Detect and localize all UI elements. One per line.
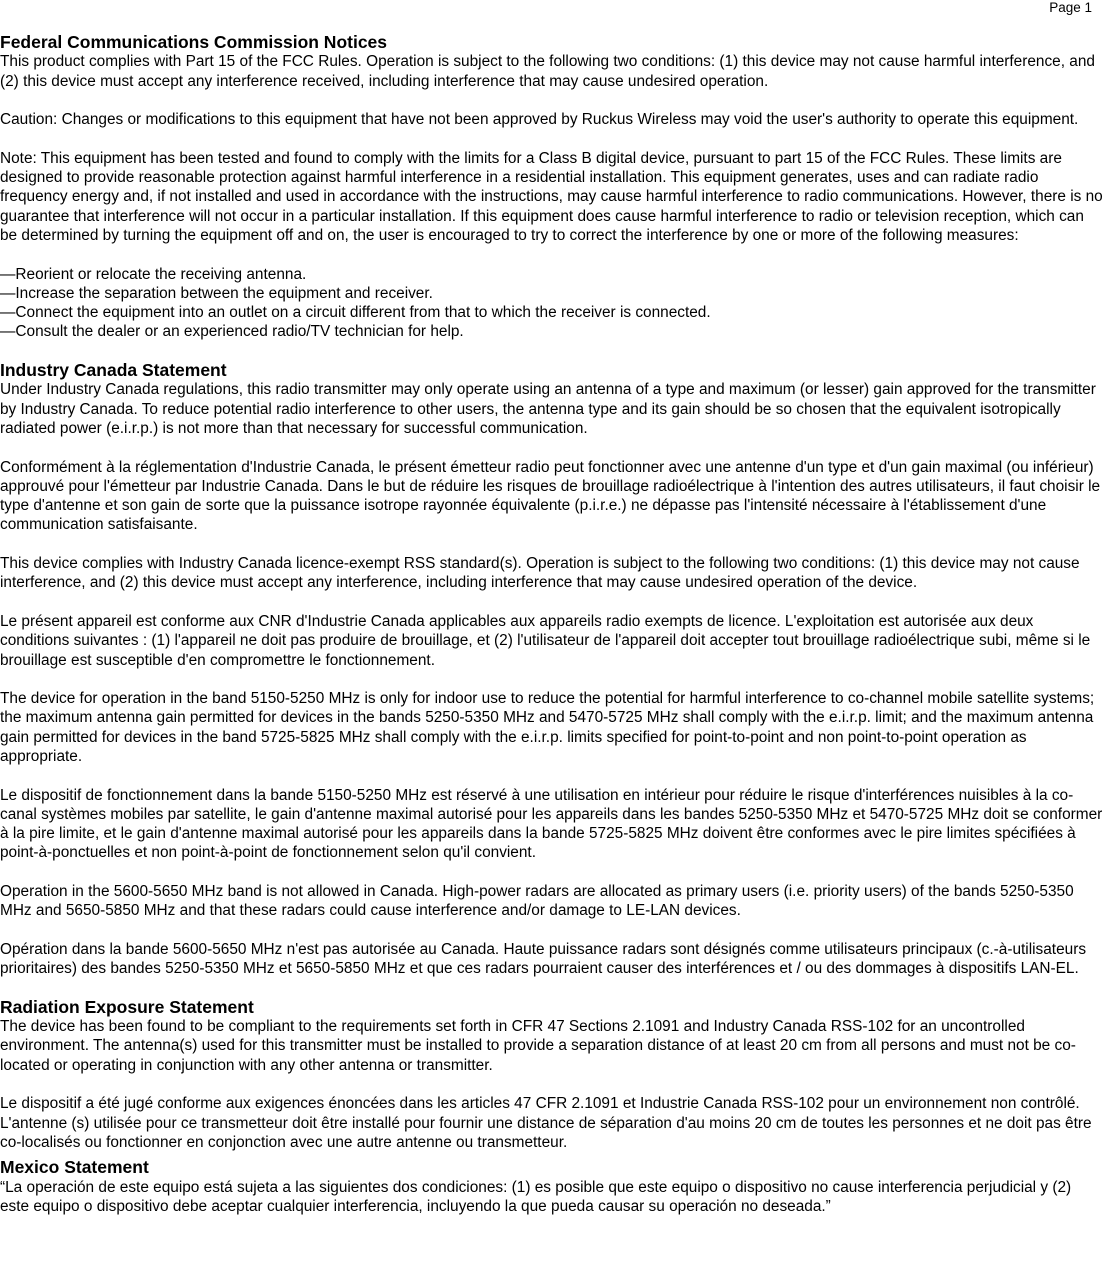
ic-paragraph-2: Conformément à la réglementation d'Industrie Canada, le présent émetteur radio peut fonctionner avec une antenne d'un type et d'un gain maximal (ou inférieur) approuvé pour l'émetteur par Industrie Canada. Dans le but de réduire les risques de brouillage radioélectrique à l'intention des autres utilisateurs, il faut choisir le type d'antenne et son gain de sorte que la puissance isotrope rayonnée équivalente (p.i.r.e.) ne dépasse pas l'intensité nécessaire à l'établissement d'une communication satisfaisante. [0,458,1101,534]
document-body [0,33,1106,1216]
fcc-section [0,33,1106,342]
radiation-paragraph-2: Le dispositif a été jugé conforme aux exigences énoncées dans les articles 47 CFR 2.1091 et Industrie Canada RSS-102 pour un environnement non contrôlé. L'antenne (s) utilisée pour ce transmetteur doit être installé pour fournir une distance de séparation d'au moins 20 cm de toutes les personnes et ne doit pas être co-localisés ou fonctionner en conjonction avec une autre antenne ou transmetteur. [0,1095,1092,1151]
fcc-measures-list [0,265,1106,342]
radiation-exposure-section [0,998,1106,1152]
ic-paragraph-8: Opération dans la bande 5600-5650 MHz n'est pas autorisée au Canada. Haute puissance radars sont désignés comme utilisateurs principaux (c.-à-utilisateurs prioritaires) des bandes 5250-5350 MHz et 5650-5850 MHz et que ces radars pourraient causer des interférences et / ou des dommages à dispositifs LAN-EL. [0,940,1087,978]
mexico-section [0,1158,1106,1216]
ic-paragraph-3: This device complies with Industry Canada licence-exempt RSS standard(s). Operation is subject to the following two conditions: (1) this device may not cause interference, and (2) this device must accept any interference, including interference that may cause undesired operation of the device. [0,555,1080,592]
list-item: —Connect the equipment into an outlet on a circuit different from that to which the receiver is connected. [0,304,711,322]
mexico-heading: Mexico Statement [0,1157,149,1178]
fcc-paragraph-1: This product complies with Part 15 of the FCC Rules. Operation is subject to the following two conditions: (1) this device may not cause harmful interference, and (2) this device must accept any interference received, including interference that may cause undesired operation. [0,53,1095,90]
radiation-exposure-heading: Radiation Exposure Statement [0,996,254,1017]
page-number: Page 1 [1049,0,1092,15]
ic-paragraph-7: Operation in the 5600-5650 MHz band is not allowed in Canada. High-power radars are allocated as primary users (i.e. priority users) of the bands 5250-5350 MHz and 5650-5850 MHz and that these radars could cause interference and/or damage to LE-LAN devices. [0,883,1074,920]
ic-paragraph-6: Le dispositif de fonctionnement dans la bande 5150-5250 MHz est réservé à une utilisation en intérieur pour réduire le risque d'interférences nuisibles à la co-canal systèmes mobiles par satellite, le gain d'antenne maximal autorisé pour les appareils dans les bandes 5250-5350 MHz et 5470-5725 MHz doit se conformer à la pire limite, et le gain d'antenne maximal autorisé pour les appareils dans la bande 5725-5825 MHz doivent être conformes avec le pire limites spécifiées à point-à-ponctuelles et non point-à-point de fonctionnement selon qu'il convient. [0,786,1103,862]
fcc-paragraph-2: Caution: Changes or modifications to this equipment that have not been approved by Ruckus Wireless may void the user's authority to operate this equipment. [0,111,1079,129]
fcc-heading: Federal Communications Commission Notices [0,32,388,52]
industry-canada-heading: Industry Canada Statement [0,360,227,381]
list-item: —Reorient or relocate the receiving antenna. [0,265,307,283]
mexico-paragraph-1: “La operación de este equipo está sujeta a las siguientes dos condiciones: (1) es posible que este equipo o dispositivo no cause interferencia perjudicial y (2) este equipo o dispositivo debe aceptar cualquier interferencia, incluyendo la que pueda causar su operación no deseada.” [0,1178,1072,1215]
list-item: —Consult the dealer or an experienced radio/TV technician for help. [0,323,464,341]
ic-paragraph-5: The device for operation in the band 5150-5250 MHz is only for indoor use to reduce the potential for harmful interference to co-channel mobile satellite systems; the maximum antenna gain permitted for devices in the bands 5250-5350 MHz and 5470-5725 MHz shall comply with the e.i.r.p. limit; and the maximum antenna gain permitted for devices in the band 5725-5825 MHz shall comply with the e.i.r.p. limits specified for point-to-point and non point-to-point operation as appropriate. [0,690,1095,765]
fcc-paragraph-3: Note: This equipment has been tested and found to comply with the limits for a Class B digital device, pursuant to part 15 of the FCC Rules. These limits are designed to provide reasonable protection against harmful interference in a residential installation. This equipment generates, uses and can radiate radio frequency energy and, if not installed and used in accordance with the instructions, may cause harmful interference to radio communications. However, there is no guarantee that interference will not occur in a particular installation. If this equipment does cause harmful interference to radio or television reception, which can be determined by turning the equipment off and on, the user is encouraged to try to correct the interference by one or more of the following measures: [0,149,1103,244]
radiation-paragraph-1: The device has been found to be compliant to the requirements set forth in CFR 47 Sections 2.1091 and Industry Canada RSS-102 for an uncontrolled environment. The antenna(s) used for this transmitter must be installed to provide a separation distance of at least 20 cm from all persons and must not be co-located or operating in conjunction with any other antenna or transmitter. [0,1018,1076,1074]
list-item: —Increase the separation between the equipment and receiver. [0,284,433,302]
industry-canada-section [0,361,1106,979]
ic-paragraph-4: Le présent appareil est conforme aux CNR d'Industrie Canada applicables aux appareils radio exempts de licence. L'exploitation est autorisée aux deux conditions suivantes : (1) l'appareil ne doit pas produire de brouillage, et (2) l'utilisateur de l'appareil doit accepter tout brouillage radioélectrique subi, même si le brouillage est susceptible d'en compromettre le fonctionnement. [0,612,1091,669]
ic-paragraph-1: Under Industry Canada regulations, this radio transmitter may only operate using an antenna of a type and maximum (or lesser) gain approved for the transmitter by Industry Canada. To reduce potential radio interference to other users, the antenna type and its gain should be so chosen that the equivalent isotropically radiated power (e.i.r.p.) is not more than that necessary for successful communication. [0,381,1096,437]
